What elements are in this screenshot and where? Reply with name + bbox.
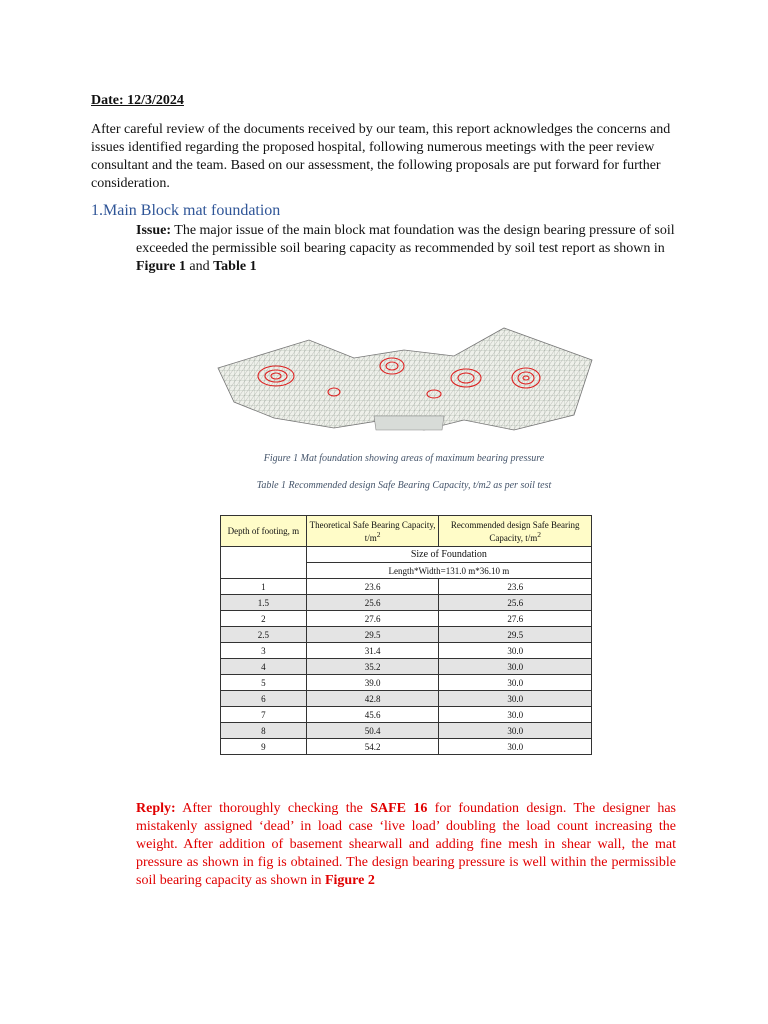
theoretical-cell: 27.6 xyxy=(306,611,439,627)
depth-cell: 6 xyxy=(221,691,307,707)
depth-cell: 8 xyxy=(221,723,307,739)
depth-cell: 9 xyxy=(221,739,307,755)
table-row xyxy=(221,595,592,611)
theoretical-cell: 45.6 xyxy=(306,707,439,723)
recommended-cell: 29.5 xyxy=(439,627,592,643)
table-row xyxy=(221,579,592,595)
theoretical-cell: 35.2 xyxy=(306,659,439,675)
depth-cell: 5 xyxy=(221,675,307,691)
recommended-cell: 23.6 xyxy=(439,579,592,595)
depth-cell: 1 xyxy=(221,579,307,595)
mat-foundation-figure xyxy=(214,320,594,450)
table-row xyxy=(221,675,592,691)
table-row xyxy=(221,643,592,659)
section-heading: 1.Main Block mat foundation xyxy=(91,202,281,219)
table-row xyxy=(221,691,592,707)
blank-cell xyxy=(221,547,307,579)
header-recommended: Recommended design Safe Bearing Capacity, $t/m^2$ xyxy=(439,516,592,547)
issue-paragraph xyxy=(136,222,681,276)
reply-text-1: After thoroughly checking the xyxy=(175,801,371,816)
recommended-cell: 30.0 xyxy=(439,691,592,707)
theoretical-cell: 39.0 xyxy=(306,675,439,691)
depth-cell: 1.5 xyxy=(221,595,307,611)
theoretical-cell: 29.5 xyxy=(306,627,439,643)
issue-text: The major issue of the main block mat foundation was the design bearing pressure of soil exceeded the permissible soil bearing capacity as recommended by soil test report as shown in xyxy=(136,223,675,256)
figure-ref: Figure 1 xyxy=(136,259,186,274)
table-1-caption: Table 1 Recommended design Safe Bearing Capacity, t/m2 as per soil test xyxy=(256,480,552,491)
depth-cell: 2 xyxy=(221,611,307,627)
figure-1-caption: Figure 1 Mat foundation showing areas of maximum bearing pressure xyxy=(263,453,545,464)
table-row xyxy=(221,707,592,723)
intro-paragraph: After careful review of the documents received by our team, this report acknowledges the concerns and issues identified regarding the proposed hospital, following numerous meetings with the peer review consultant and the team. Based on our assessment, the following proposals are put forward for further consideration. xyxy=(91,122,671,191)
recommended-cell: 30.0 xyxy=(439,723,592,739)
reply-text-2: for foundation design. The designer has mistakenly assigned ‘dead’ in load case ‘live load’ doubling the load count increasing the weight. After addition of basement shearwall and adding fine mesh in shear wall, the mat pressure as shown in fig is obtained. The design bearing pressure is well within the permissible soil bearing capacity as shown in xyxy=(136,801,676,888)
header-depth: Depth of footing, m xyxy=(221,516,307,547)
theoretical-cell: 50.4 xyxy=(306,723,439,739)
issue-label: Issue: xyxy=(136,223,172,238)
theoretical-cell: 54.2 xyxy=(306,739,439,755)
table-row xyxy=(221,627,592,643)
recommended-cell: 30.0 xyxy=(439,659,592,675)
table-row xyxy=(221,611,592,627)
table-header-row xyxy=(221,516,592,547)
table-row xyxy=(221,723,592,739)
recommended-cell: 30.0 xyxy=(439,707,592,723)
issue-and: and xyxy=(185,259,214,274)
depth-cell: 7 xyxy=(221,707,307,723)
reply-label: Reply: xyxy=(136,801,176,816)
depth-cell: 4 xyxy=(221,659,307,675)
theoretical-cell: 25.6 xyxy=(306,595,439,611)
depth-cell: 2.5 xyxy=(221,627,307,643)
recommended-cell: 30.0 xyxy=(439,643,592,659)
recommended-cell: 25.6 xyxy=(439,595,592,611)
header-theoretical: Theoretical Safe Bearing Capacity, $t/m^2$ xyxy=(306,516,439,547)
table-ref: Table 1 xyxy=(213,259,257,274)
recommended-cell: 30.0 xyxy=(439,739,592,755)
recommended-cell: 30.0 xyxy=(439,675,592,691)
bearing-capacity-table xyxy=(220,515,592,755)
foundation-dimensions: Length*Width=131.0 m*36.10 m xyxy=(306,563,591,579)
depth-cell: 3 xyxy=(221,643,307,659)
safe-version: SAFE 16 xyxy=(370,801,428,816)
recommended-cell: 27.6 xyxy=(439,611,592,627)
figure-2-ref: Figure 2 xyxy=(324,873,375,888)
theoretical-cell: 31.4 xyxy=(306,643,439,659)
size-of-foundation: Size of Foundation xyxy=(306,547,591,563)
report-date: Date: 12/3/2024 xyxy=(91,93,184,108)
table-size-row xyxy=(221,547,592,563)
theoretical-cell: 23.6 xyxy=(306,579,439,595)
theoretical-cell: 42.8 xyxy=(306,691,439,707)
table-row xyxy=(221,659,592,675)
table-row xyxy=(221,739,592,755)
reply-paragraph xyxy=(136,800,676,890)
